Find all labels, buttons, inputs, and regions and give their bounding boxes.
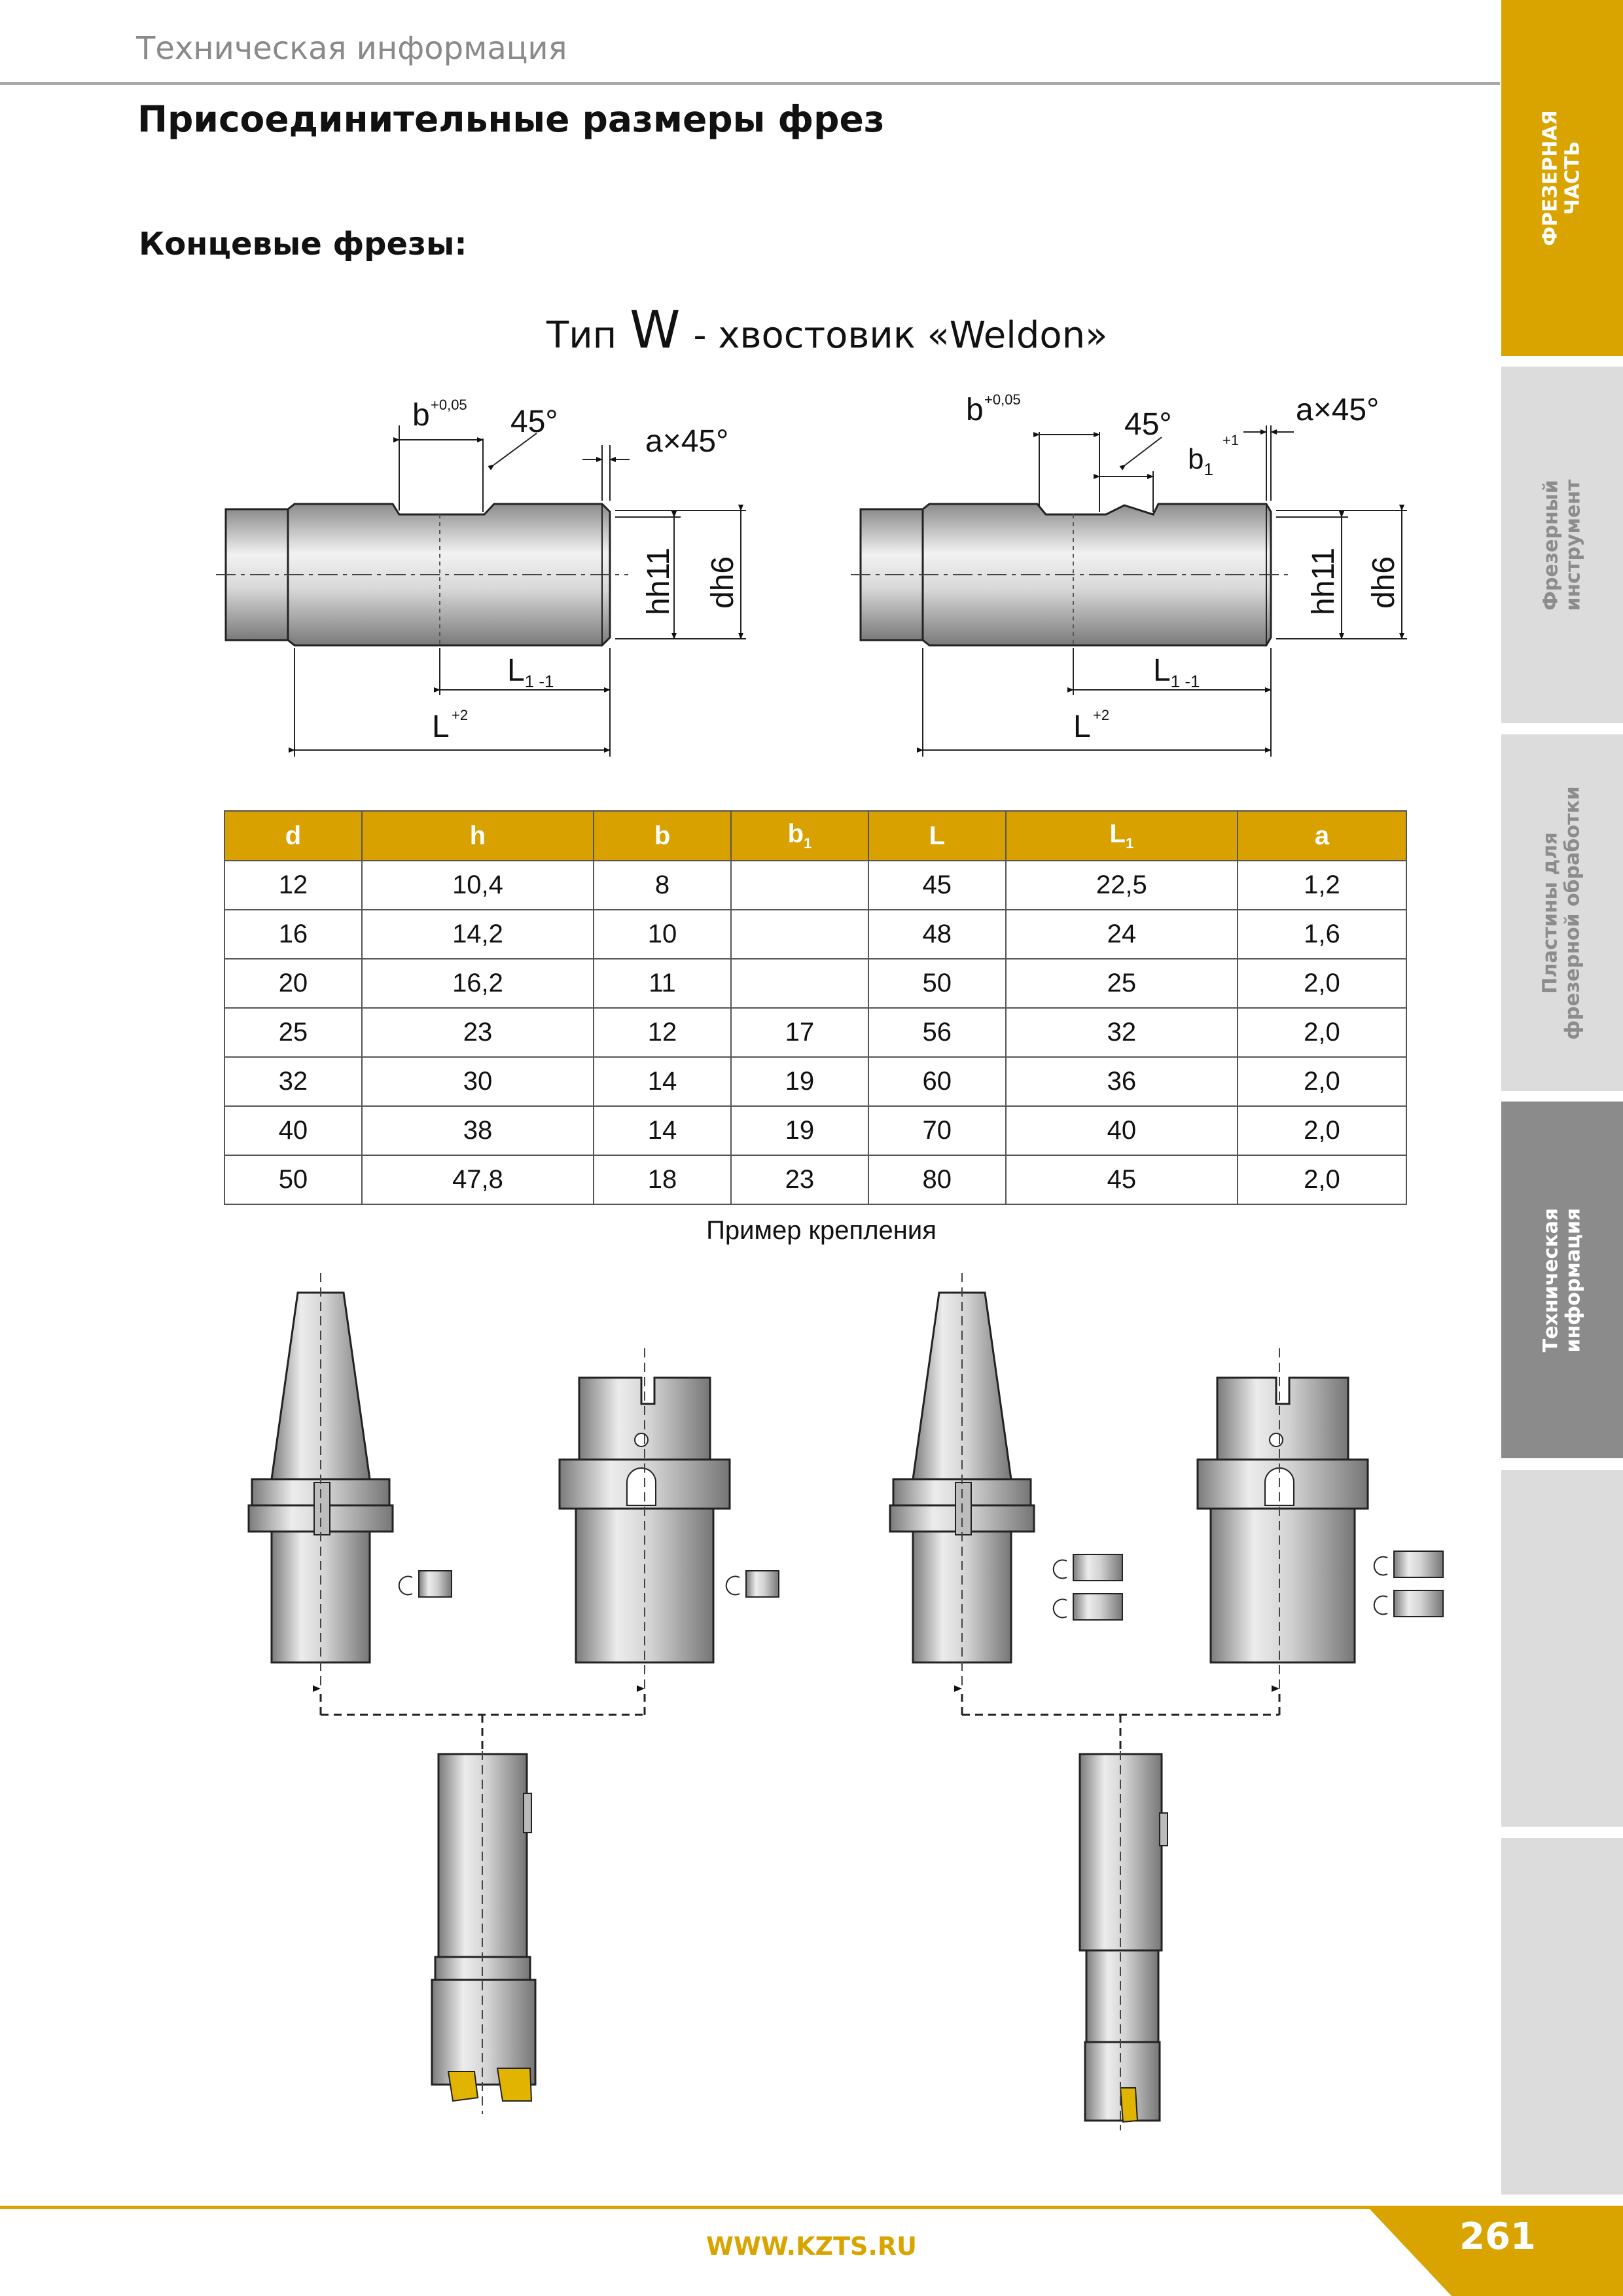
cell-L1: 24 <box>1006 910 1238 959</box>
tab-label-line1: Фрезерный <box>1539 479 1562 611</box>
header-rule <box>0 82 1500 85</box>
cell-b: 8 <box>594 861 731 910</box>
left-b-label: b <box>412 398 430 433</box>
page-number: 261 <box>1459 2215 1536 2258</box>
cell-h: 10,4 <box>362 861 594 910</box>
table-header-row <box>224 811 1406 861</box>
cell-h: 14,2 <box>362 910 594 959</box>
mounting-example-illustration <box>223 1270 1466 2140</box>
cell-h: 38 <box>362 1106 594 1155</box>
tab-label-line1: Пластины для <box>1539 831 1562 994</box>
tab-label-line2: инструмент <box>1561 479 1584 611</box>
table-row <box>224 861 1406 910</box>
cell-b1 <box>731 959 868 1008</box>
col-header-L1: $L_1$ <box>1006 811 1238 861</box>
cell-h: 47,8 <box>362 1155 594 1204</box>
cell-L1: 22,5 <box>1006 861 1238 910</box>
cell-b1 <box>731 861 868 910</box>
cell-b1: 23 <box>731 1155 868 1204</box>
cell-d: 12 <box>224 861 362 910</box>
section-label: Техническая информация <box>136 30 567 67</box>
col-header-b1: $b_1$ <box>731 811 868 861</box>
tab-empty-1[interactable] <box>1501 1470 1623 1827</box>
col-header-L: L <box>868 811 1006 861</box>
left-b-tolerance: +0,05 <box>431 397 467 413</box>
cell-d: 16 <box>224 910 362 959</box>
page-title: Присоединительные размеры фрез <box>137 98 885 140</box>
right-chamfer-label: a×45° <box>1296 393 1380 427</box>
left-L-tolerance: +2 <box>452 707 469 723</box>
right-L-tolerance: +2 <box>1093 707 1110 723</box>
holder-hsk-left <box>560 1348 730 1689</box>
cell-L: 50 <box>868 959 1006 1008</box>
cell-h: 30 <box>362 1057 594 1106</box>
col-header-a: a <box>1238 811 1406 861</box>
cell-L: 56 <box>868 1008 1006 1057</box>
table-row <box>224 1155 1406 1204</box>
cell-L1: 32 <box>1006 1008 1238 1057</box>
tab-label-line2: ЧАСТЬ <box>1561 141 1585 215</box>
left-hh11-label: hh11 <box>641 547 676 615</box>
right-L-label: L <box>1073 709 1091 744</box>
cell-L1: 45 <box>1006 1155 1238 1204</box>
cell-a: 1,6 <box>1238 910 1406 959</box>
table-row <box>224 959 1406 1008</box>
cell-L1: 25 <box>1006 959 1238 1008</box>
tab-empty-2[interactable] <box>1501 1838 1623 2195</box>
assembly-connectors <box>321 1689 1279 1751</box>
cell-d: 32 <box>224 1057 362 1106</box>
tab-milling-tools[interactable] <box>1501 367 1623 723</box>
end-mill-right <box>1080 1751 1168 2130</box>
cell-b1 <box>731 910 868 959</box>
cell-b: 12 <box>594 1008 731 1057</box>
cell-L: 70 <box>868 1106 1006 1155</box>
tab-label-line2: фрезерной обработки <box>1561 785 1584 1040</box>
table-row <box>224 1106 1406 1155</box>
cell-L1: 40 <box>1006 1106 1238 1155</box>
left-angle-label: 45° <box>510 404 558 439</box>
tab-label-line2: информация <box>1561 1208 1585 1352</box>
type-suffix: - хвостовик «Weldon» <box>693 314 1108 357</box>
screw-left-1 <box>399 1571 452 1597</box>
cell-b1: 19 <box>731 1106 868 1155</box>
cell-L: 60 <box>868 1057 1006 1106</box>
left-chamfer-label: a×45° <box>645 424 729 459</box>
right-b-label: b <box>966 393 984 427</box>
cell-L: 48 <box>868 910 1006 959</box>
col-header-b: b <box>594 811 731 861</box>
cell-h: 16,2 <box>362 959 594 1008</box>
right-dh6-label: dh6 <box>1366 556 1401 609</box>
mounting-example-caption: Пример крепления <box>706 1216 936 1245</box>
right-L1-label: $L_{1 -1}$ <box>1153 653 1200 691</box>
cell-b1: 17 <box>731 1008 868 1057</box>
cell-b: 14 <box>594 1057 731 1106</box>
cell-b: 10 <box>594 910 731 959</box>
cell-b: 14 <box>594 1106 731 1155</box>
left-L-label: L <box>432 709 450 744</box>
screws-right-1 <box>1054 1554 1122 1620</box>
cell-d: 25 <box>224 1008 362 1057</box>
cell-d: 50 <box>224 1155 362 1204</box>
right-angle-label: 45° <box>1124 407 1172 442</box>
type-letter: W <box>630 301 681 360</box>
cell-L: 80 <box>868 1155 1006 1204</box>
cell-d: 20 <box>224 959 362 1008</box>
cell-d: 40 <box>224 1106 362 1155</box>
table-row <box>224 1008 1406 1057</box>
table-row <box>224 1057 1406 1106</box>
type-prefix: Тип <box>546 314 617 357</box>
holder-taper-right <box>890 1273 1034 1689</box>
left-dh6-label: dh6 <box>705 556 740 609</box>
cell-a: 2,0 <box>1238 1106 1406 1155</box>
shank-dimension-drawings <box>196 367 1440 772</box>
cell-b: 11 <box>594 959 731 1008</box>
tab-label-line1: Техническая <box>1539 1208 1563 1352</box>
dimensions-table <box>224 810 1407 1205</box>
cell-a: 1,2 <box>1238 861 1406 910</box>
tab-label-line1: ФРЕЗЕРНАЯ <box>1539 110 1563 246</box>
table-row <box>224 910 1406 959</box>
cell-a: 2,0 <box>1238 1057 1406 1106</box>
col-header-h: h <box>362 811 594 861</box>
right-b1-tolerance: +1 <box>1222 432 1240 448</box>
screw-left-2 <box>726 1571 779 1597</box>
cell-L: 45 <box>868 861 1006 910</box>
holder-hsk-right <box>1198 1348 1368 1689</box>
side-tabs <box>1501 0 1623 2296</box>
cell-a: 2,0 <box>1238 959 1406 1008</box>
tab-milling-section[interactable] <box>1501 0 1623 356</box>
subsection-title: Концевые фрезы: <box>139 226 467 262</box>
screws-right-2 <box>1374 1551 1443 1617</box>
footer-url[interactable]: WWW.KZTS.RU <box>706 2232 917 2261</box>
end-mill-left <box>432 1751 535 2114</box>
right-b-tolerance: +0,05 <box>984 391 1021 408</box>
footer-rule <box>0 2206 1387 2209</box>
cell-L1: 36 <box>1006 1057 1238 1106</box>
right-b1-label: $b_1$ <box>1188 443 1213 479</box>
col-header-d: d <box>224 811 362 861</box>
cell-a: 2,0 <box>1238 1008 1406 1057</box>
cell-b1: 19 <box>731 1057 868 1106</box>
cell-h: 23 <box>362 1008 594 1057</box>
right-hh11-label: hh11 <box>1306 547 1341 615</box>
cell-a: 2,0 <box>1238 1155 1406 1204</box>
tab-technical-info[interactable] <box>1501 1102 1623 1458</box>
left-L1-label: $L_{1 -1}$ <box>507 653 554 691</box>
holder-taper-left <box>249 1273 393 1689</box>
cell-b: 18 <box>594 1155 731 1204</box>
tab-milling-inserts[interactable] <box>1501 734 1623 1091</box>
